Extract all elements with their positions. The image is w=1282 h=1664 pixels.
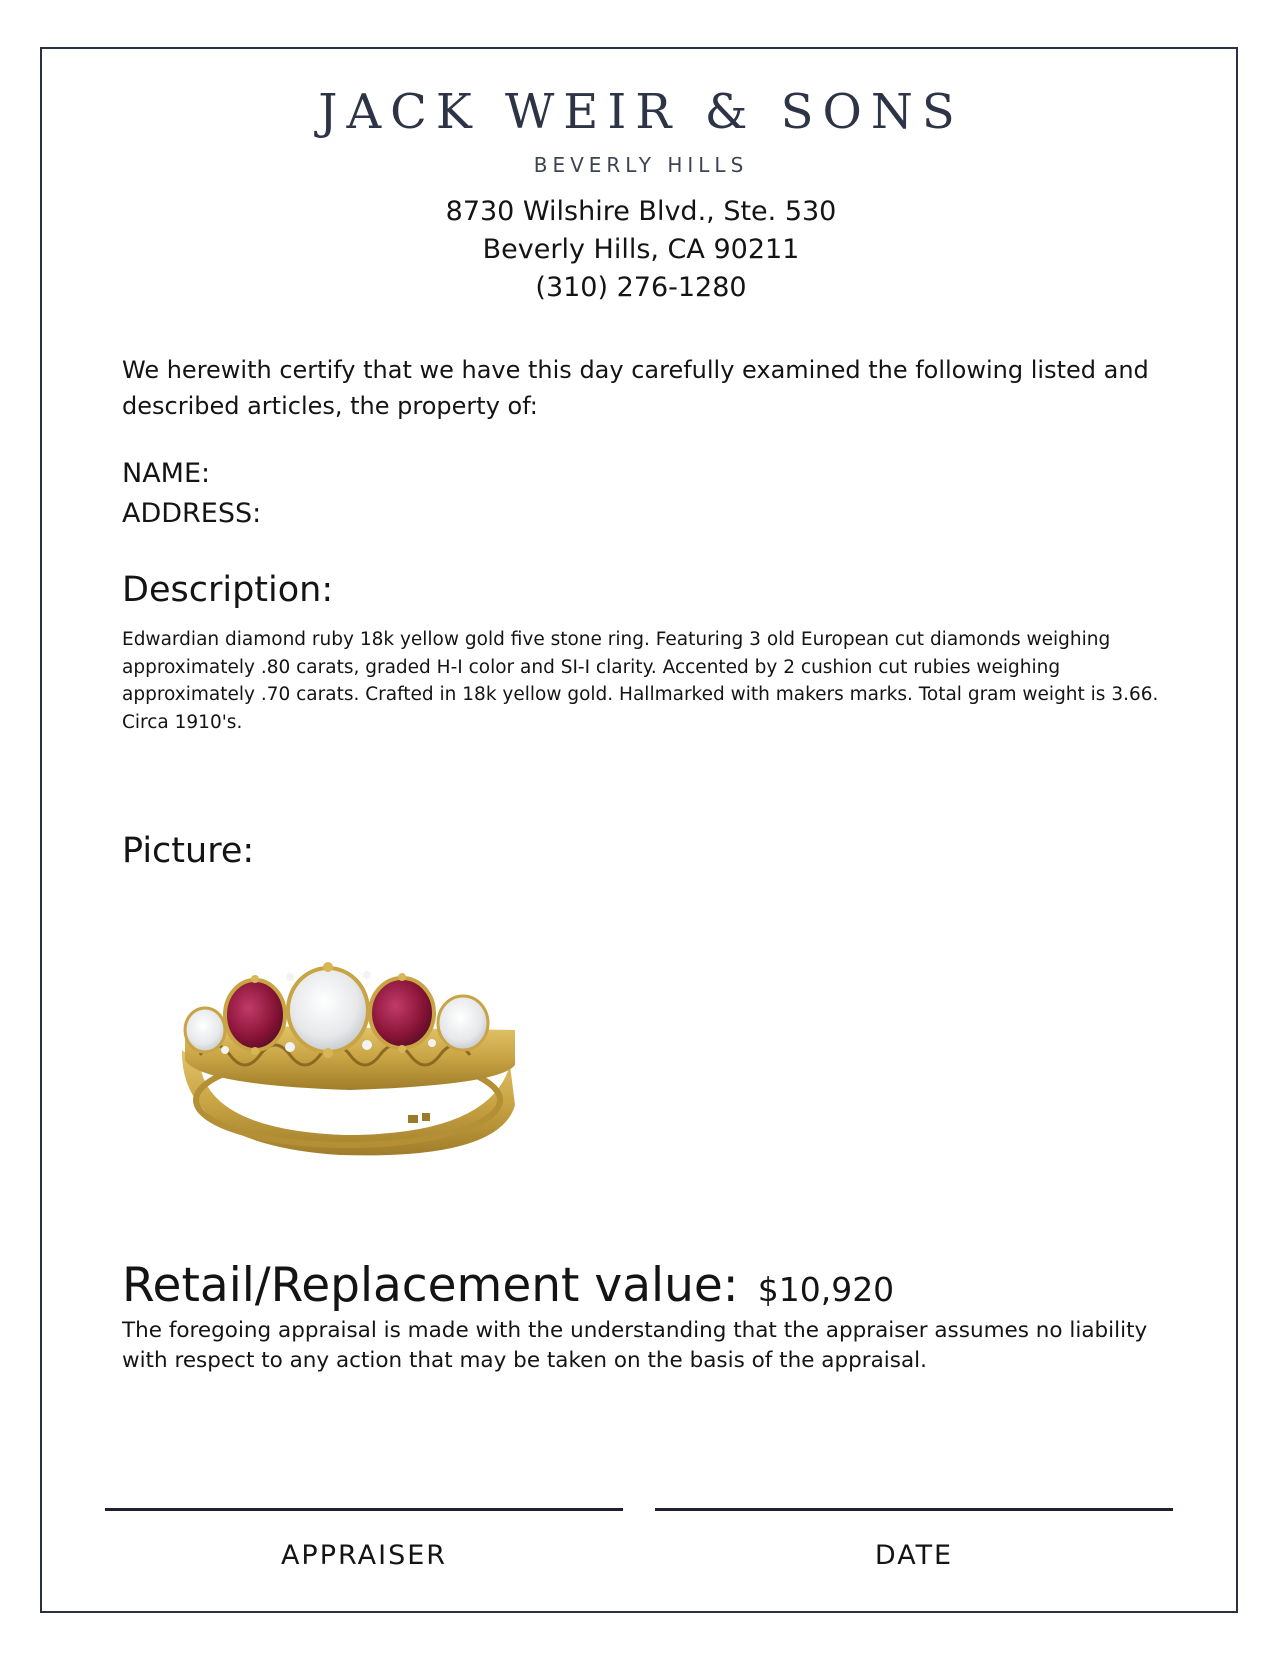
address-street: 8730 Wilshire Blvd., Ste. 530 [445,196,837,227]
brand-location: BEVERLY HILLS [533,153,749,177]
value-row [122,1257,894,1315]
address-label: ADDRESS: [122,498,262,529]
ring-photo [170,955,530,1180]
diamond-right [438,996,488,1050]
value-label: Retail/Replacement value: [122,1258,739,1313]
certification-statement: We herewith certify that we have this day carefully examined the following listed and described articles, the property of: [122,356,1149,420]
ruby-right [370,978,434,1048]
description-heading: Description: [122,570,334,610]
diamond-left [185,1008,225,1052]
value-amount: $10,920 [757,1270,895,1309]
address-city: Beverly Hills, CA 90211 [482,234,800,265]
ruby-left [225,980,285,1050]
brand-name: JACK WEIR & SONS [318,84,964,140]
appraiser-label: APPRAISER [280,1540,448,1571]
picture-heading: Picture: [122,831,255,871]
disclaimer-text: The foregoing appraisal is made with the understanding that the appraiser assumes no liability with respect to any action that may be taken on the basis of the appraisal. [122,1318,1148,1373]
phone-number: (310) 276-1280 [535,272,747,303]
description-text: Edwardian diamond ruby 18k yellow gold five stone ring. Featuring 3 old European cut diamonds weighing approximately .80 carats, graded H-I color and SI-I clarity. Accented by 2 cushion cut rubies weighing approximately .70 carats. Crafted in 18k yellow gold. Hallmarked with makers marks. Total gram weight is 3.66. Circa 1910's. [122,629,1159,733]
date-label: DATE [874,1540,954,1571]
appraiser-signature-line [105,1508,623,1511]
date-signature-line [655,1508,1173,1511]
name-label: NAME: [122,458,211,489]
diamond-center [288,968,368,1052]
